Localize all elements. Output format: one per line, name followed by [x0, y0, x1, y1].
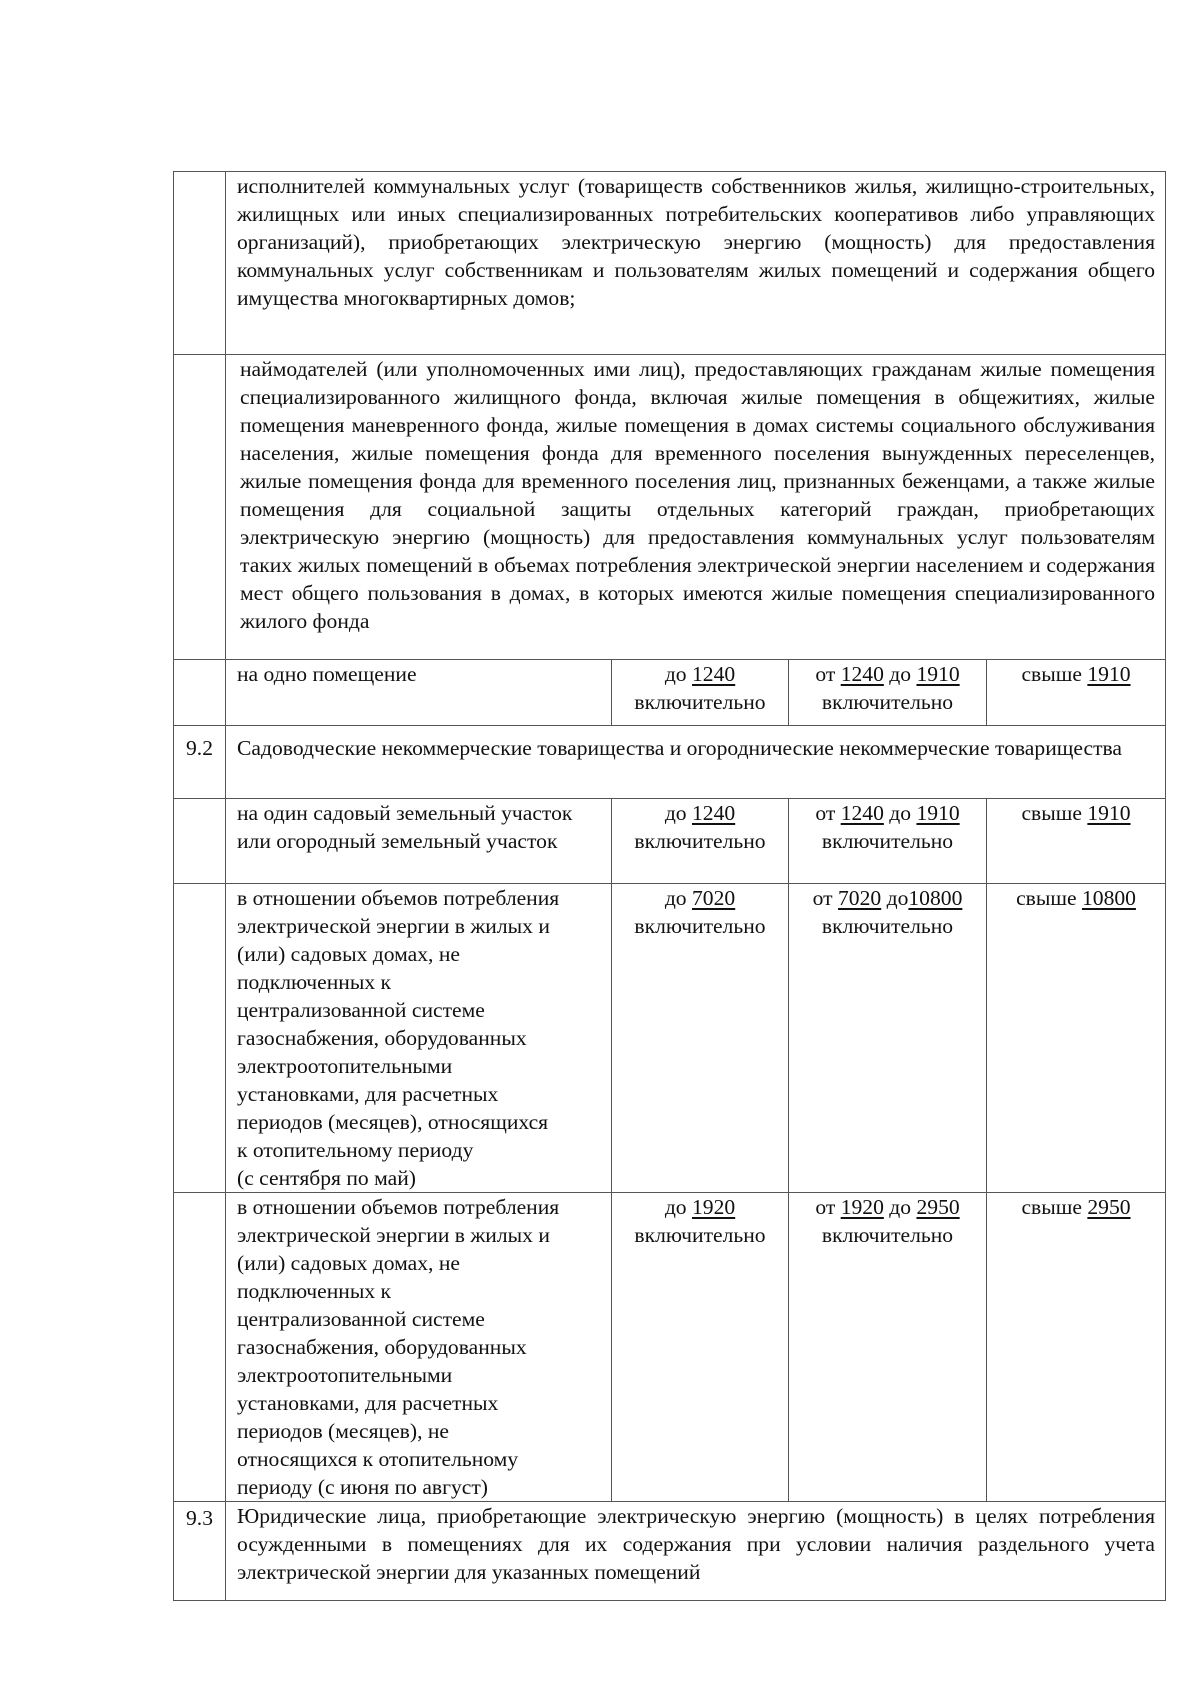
limit-value: 1240 — [840, 662, 884, 686]
limit-value: 1910 — [1087, 662, 1131, 686]
row-number-cell — [174, 355, 226, 660]
table-row — [174, 172, 1166, 355]
table-row — [174, 884, 1166, 1193]
range-low-cell: до 1240 включительно — [612, 799, 789, 884]
limit-value: 1910 — [916, 801, 960, 825]
range-high-cell: свыше 10800 — [987, 884, 1166, 1193]
row-number-cell — [174, 799, 226, 884]
range-mid-cell: от 7020 до10800 включительно — [789, 884, 987, 1193]
limit-value: 2950 — [1087, 1195, 1131, 1219]
tariff-table — [173, 171, 1166, 1601]
row-number-cell: 9.2 — [174, 726, 226, 799]
range-mid-cell: от 1240 до 1910 включительно — [789, 799, 987, 884]
table-row — [174, 355, 1166, 660]
table-row — [174, 1193, 1166, 1502]
table-row — [174, 1502, 1166, 1601]
limit-value: 1240 — [840, 801, 884, 825]
row-number-cell — [174, 660, 226, 726]
consumer-category-text: Садоводческие некоммерческие товарищества и огороднические некоммерческие товарищества — [226, 726, 1166, 799]
row-number-cell — [174, 884, 226, 1193]
range-low-cell: до 1920 включительно — [612, 1193, 789, 1502]
limit-value: 7020 — [692, 886, 736, 910]
row-number-cell — [174, 1193, 226, 1502]
range-mid-cell: от 1920 до 2950 включительно — [789, 1193, 987, 1502]
volume-basis-label: на один садовый земельный участок или огородный земельный участок — [226, 799, 612, 884]
volume-basis-label: в отношении объемов потребления электрической энергии в жилых и (или) садовых домах, не подключенных к централизованной системе газоснабжения, оборудованных электроотопительными установками, для расчетных периодов (месяцев), не относящихся к отопительному периоду (с июня по август) — [226, 1193, 612, 1502]
limit-value: 7020 — [838, 886, 882, 910]
limit-value: 1920 — [840, 1195, 884, 1219]
table-row — [174, 726, 1166, 799]
consumer-category-text: наймодателей (или уполномоченных ими лиц), предоставляющих гражданам жилые помещения специализированного жилищного фонда, включая жилые помещения в общежитиях, жилые помещения маневренного фонда, жилые помещения в домах системы социального обслуживания населения, жилые помещения фонда для временного поселения вынужденных переселенцев, жилые помещения фонда для временного поселения лиц, признанных беженцами, а также жилые помещения для социальной защиты отдельных категорий граждан, приобретающих электрическую энергию (мощность) для предоставления коммунальных услуг пользователям таких жилых помещений в объемах потребления электрической энергии населением и содержания мест общего пользования в домах, в которых имеются жилые помещения специализированного жилого фонда — [226, 355, 1166, 660]
row-number-cell: 9.3 — [174, 1502, 226, 1601]
limit-value: 1910 — [916, 662, 960, 686]
range-mid-cell: от 1240 до 1910 включительно — [789, 660, 987, 726]
volume-basis-label: на одно помещение — [226, 660, 612, 726]
range-low-cell: до 7020 включительно — [612, 884, 789, 1193]
range-low-cell: до 1240 включительно — [612, 660, 789, 726]
limit-value: 1240 — [692, 801, 736, 825]
table-row — [174, 660, 1166, 726]
limit-value: 1920 — [692, 1195, 736, 1219]
limit-value: 10800 — [908, 886, 963, 910]
row-number-cell — [174, 172, 226, 355]
table-row — [174, 799, 1166, 884]
range-high-cell: свыше 1910 — [987, 660, 1166, 726]
consumer-category-text: исполнителей коммунальных услуг (товариществ собственников жилья, жилищно-строительных, жилищных или иных специализированных потребительских кооперативов либо управляющих организаций), приобретающих электрическую энергию (мощность) для предоставления коммунальных услуг собственникам и пользователям жилых помещений и содержания общего имущества многоквартирных домов; — [226, 172, 1166, 355]
limit-value: 1910 — [1087, 801, 1131, 825]
limit-value: 10800 — [1081, 886, 1136, 910]
volume-basis-label: в отношении объемов потребления электрической энергии в жилых и (или) садовых домах, не подключенных к централизованной системе газоснабжения, оборудованных электроотопительными установками, для расчетных периодов (месяцев), относящихся к отопительному периоду (с сентября по май) — [226, 884, 612, 1193]
limit-value: 2950 — [916, 1195, 960, 1219]
limit-value: 1240 — [692, 662, 736, 686]
range-high-cell: свыше 2950 — [987, 1193, 1166, 1502]
consumer-category-text: Юридические лица, приобретающие электрическую энергию (мощность) в целях потребления осужденными в помещениях для их содержания при условии наличия раздельного учета электрической энергии для указанных помещений — [226, 1502, 1166, 1601]
range-high-cell: свыше 1910 — [987, 799, 1166, 884]
